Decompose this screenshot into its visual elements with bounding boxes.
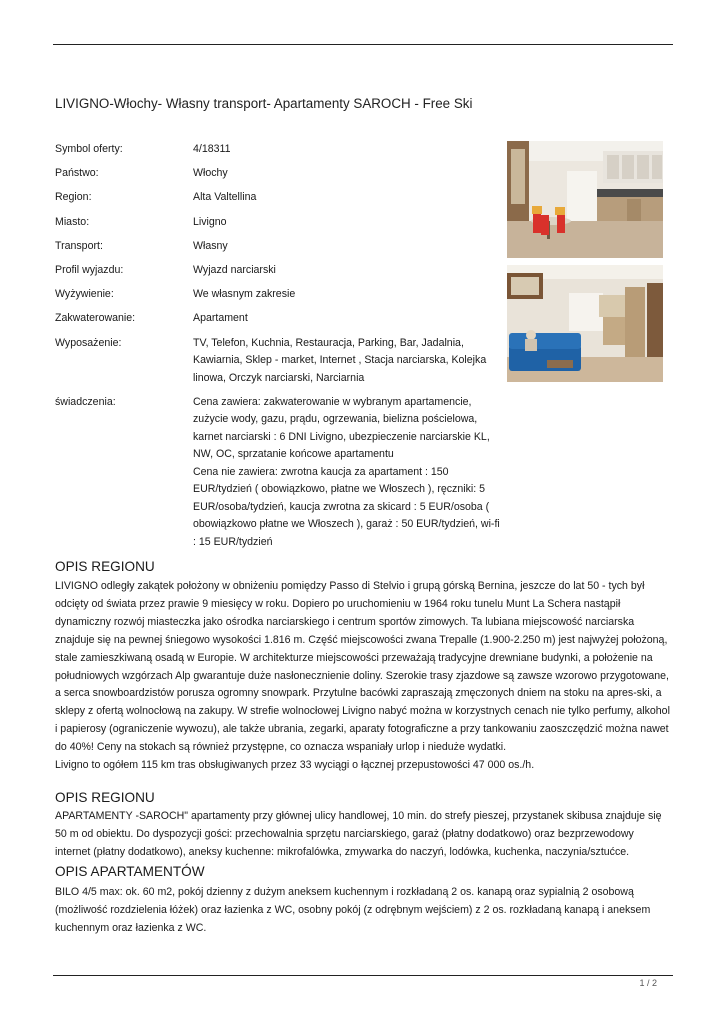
- spec-value: Własny: [193, 239, 228, 252]
- price-includes-text: Cena zawiera: zakwaterowanie w wybranym apartamencie, zużycie wody, gazu, prądu, ogrzewania, bielizna pościelowa, karnet narciarski : 6 DNI Livigno, ubezpieczenie narciarskie KL, NW, OC, sprzatanie końcowe apartamentu: [193, 395, 490, 461]
- apartment-living-room-photo: [507, 265, 663, 382]
- property-description: [55, 808, 671, 862]
- spec-label: Region:: [55, 191, 92, 204]
- spec-row-services: [55, 394, 505, 552]
- spec-label: Profil wyjazdu:: [55, 263, 124, 276]
- spec-label: Zakwaterowanie:: [55, 312, 136, 325]
- apartments-description-paragraph: BILO 4/5 max: ok. 60 m2, pokój dzienny z dużym aneksem kuchennym i rozkładaną 2 os. kanapą oraz sypialnią 2 osobową (możliwość rozdzielenia łóżek) oraz łazienka z WC, osobny pokój (z odrębnym wejściem) z 2 os. rozkładaną kanapą i aneksem kuchennym oraz łazienka z WC.: [55, 886, 651, 934]
- spec-label: Wyposażenie:: [55, 336, 122, 349]
- spec-value: Apartament: [193, 312, 248, 325]
- spec-value: We własnym zakresie: [193, 288, 296, 301]
- spec-label: Transport:: [55, 239, 103, 252]
- spec-row-offer-symbol: [55, 141, 505, 159]
- spec-label: Miasto:: [55, 215, 90, 228]
- spec-label: Wyżywienie:: [55, 288, 114, 301]
- spec-row-region: [55, 189, 505, 207]
- apartments-description: [55, 884, 671, 938]
- spec-row-board: [55, 286, 505, 304]
- offer-details-table: [55, 141, 505, 558]
- spec-label: Symbol oferty:: [55, 143, 123, 155]
- spec-value: 4/18311: [193, 143, 231, 155]
- section-heading-region-2: OPIS REGIONU: [55, 790, 155, 805]
- spec-value: TV, Telefon, Kuchnia, Restauracja, Parking, Bar, Jadalnia, Kawiarnia, Sklep - market, Internet , Stacja narciarska, Kolejka linowa, Orczyk narciarski, Narciarnia: [193, 336, 487, 384]
- region-description: [55, 578, 671, 775]
- spec-row-amenities: [55, 335, 505, 388]
- spec-row-city: [55, 214, 505, 232]
- spec-value: [193, 394, 505, 552]
- region-slopes-paragraph: Livigno to ogółem 115 km tras obsługiwanych przez 33 wyciągi o łącznej przepustowości 47 000 os./h.: [55, 759, 535, 772]
- price-excludes-text: Cena nie zawiera: zwrotna kaucja za apartament : 150 EUR/tydzień ( obowiązkowo, płatne we Włoszech ), ręczniki: 5 EUR/osoba/tydzień, kaucja zwrotna za skicard : 5 EUR/osoba ( obowiązkowo płatne we Włoszech ), garaż : 50 EUR/tydzień, wi-fi : 15 EUR/tydzień: [193, 465, 500, 548]
- apartment-kitchen-photo: [507, 141, 663, 258]
- spec-value: Alta Valtellina: [193, 191, 257, 204]
- spec-label: świadczenia:: [55, 395, 116, 408]
- region-description-paragraph: LIVIGNO odległy zakątek położony w obniżeniu pomiędzy Passo di Stelvio i grupą górską Bernina, jeszcze do lat 50 - tych był odcięty od świata przez prawie 9 miesięcy w roku. Dopiero po uruchomieniu w 1964 roku tunelu Munt La Schera nastąpił dynamiczny rozwój miasteczka jako ośrodka narciarskiego i centrum sportów zimowych. Ta lubiana miejscowość narciarska znajduje się na pewnej śniegowo wysokości 1.816 m. Część miejscowości zwana Trepalle (1.900-2.250 m) jest najwyżej położoną, stale zamieszkiwaną osadą w Europie. W architekturze miejscowości przeważają tradycyjne drewniane budynki, a położenie na południowych wzgórzach Alp gwarantuje duże nasłonecznienie doliny. Szerokie trasy zjazdowe są zawsze wzorowo przygotowane, a serca snowboardzistów porusza ogromny snowpark. Przytulne bacówki zapraszają zmęczonych dniem na stoku na apres-ski, a sklepy z ofertą wolnocłową na zakupy. W strefie wolnocłowej Livigno nabyć można w korzystnych cenach nie tylko perfumy, alkohol i papierosy (ograniczenie wywozu), ale także ubrania, zegarki, aparaty fotograficzne a przy tankowaniu zaoszczędzić można nawet do 40%! Ceny na stokach są również przystępne, co oznacza wspaniały urlop i nieduże wydatki.: [55, 580, 670, 754]
- spec-value: Włochy: [193, 167, 228, 180]
- spec-row-accommodation: [55, 310, 505, 328]
- header-rule: [53, 44, 673, 45]
- section-heading-region: OPIS REGIONU: [55, 559, 155, 574]
- section-heading-apartments: OPIS APARTAMENTÓW: [55, 864, 205, 879]
- footer-rule: [53, 975, 673, 976]
- spec-label: Państwo:: [55, 167, 99, 180]
- property-description-paragraph: APARTAMENTY -SAROCH" apartamenty przy głównej ulicy handlowej, 10 min. do strefy pieszej, przystanek skibusa znajduje się 50 m od obiektu. Do dyspozycji gości: przechowalnia sprzętu narciarskiego, garaż (płatny dodatkowo) oraz bezprzewodowy internet (płatny dodatkowo), aneksy kuchenne: mikrofalówka, zmywarka do naczyń, lodówka, kuchenka, naczynia/sztućce.: [55, 810, 662, 858]
- spec-row-trip-profile: [55, 262, 505, 280]
- page-number: 1 / 2: [639, 978, 657, 988]
- spec-row-country: [55, 165, 505, 183]
- spec-row-transport: [55, 238, 505, 256]
- page-title: LIVIGNO-Włochy- Własny transport- Apartamenty SAROCH - Free Ski: [55, 96, 473, 111]
- spec-value: Livigno: [193, 215, 227, 228]
- spec-value: Wyjazd narciarski: [193, 263, 276, 276]
